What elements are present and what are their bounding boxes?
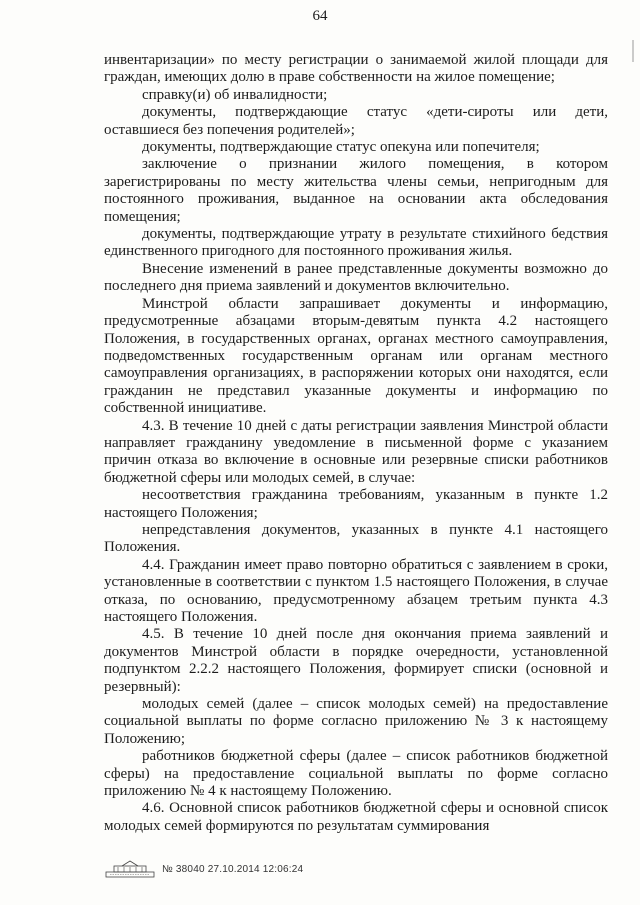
page-number: 64 <box>312 8 328 24</box>
body-paragraph: Минстрой области запрашивает документы и информацию, предусмотренные абзацами вторым-девятым пункта 4.2 настоящего Положения, в государственных органах, органах местного самоуправления, подведомственных государственным органам или органам местного самоуправления организациях, в распоряжении которых они находятся, если гражданин не представил указанные документы и информацию по собственной инициативе. <box>104 295 608 417</box>
document-registration-number: № 38040 27.10.2014 12:06:24 <box>162 863 304 875</box>
body-paragraph: заключение о признании жилого помещения, в котором зарегистрированы по месту жительства члены семьи, непригодным для постоянного проживания, выданное на основании акта обследования помещения; <box>104 156 608 225</box>
body-paragraph: инвентаризации» по месту регистрации о занимаемой жилой площади для граждан, имеющих долю в праве собственности на жилое помещение; <box>104 52 608 86</box>
body-paragraph: Внесение изменений в ранее представленные документы возможно до последнего дня приема заявлений и документов включительно. <box>104 260 608 295</box>
body-paragraph: 4.4. Гражданин имеет право повторно обратиться с заявлением в сроки, установленные в соответствии с пунктом 1.5 настоящего Положения, в случае отказа, по основанию, предусмотренному абзацем третьим пункта 4.3 настоящего Положения. <box>104 556 608 625</box>
footer-stamp <box>104 858 303 880</box>
body-paragraph: работников бюджетной сферы (далее – список работников бюджетной сферы) на предоставление социальной выплаты по форме согласно приложению № 4 к настоящему Положению. <box>104 748 608 800</box>
body-paragraph: документы, подтверждающие статус «дети-сироты или дети, оставшиеся без попечения родителей»; <box>104 104 608 138</box>
scan-edge-mark <box>632 40 634 62</box>
body-paragraph: документы, подтверждающие статус опекуна или попечителя; <box>142 139 540 156</box>
body-paragraph: 4.5. В течение 10 дней после дня окончания приема заявлений и документов Минстрой области в порядке очередности, установленной подпунктом 2.2.2 настоящего Положения, формирует списки (основной и резервный): <box>104 626 608 695</box>
body-paragraph: молодых семей (далее – список молодых семей) на предоставление социальной выплаты по форме согласно приложению № 3 к настоящему Положению; <box>104 696 608 747</box>
body-paragraph: непредставления документов, указанных в пункте 4.1 настоящего Положения. <box>104 521 608 556</box>
body-paragraph: 4.6. Основной список работников бюджетной сферы и основной список молодых семей формируются по результатам суммирования <box>104 800 608 834</box>
body-paragraph: несоответствия гражданина требованиям, указанным в пункте 1.2 настоящего Положения; <box>104 487 608 521</box>
body-paragraph: документы, подтверждающие утрату в результате стихийного бедствия единственного пригодного для постоянного проживания жилья. <box>104 226 608 260</box>
building-emblem-icon <box>104 859 156 879</box>
body-paragraph: 4.3. В течение 10 дней с даты регистрации заявления Минстрой области направляет гражданину уведомление в письменной форме с указанием причин отказа во включение в основные или резервные списки работников бюджетной сферы или молодых семей, в случае: <box>104 417 608 486</box>
document-body <box>104 52 608 835</box>
body-paragraph: справку(и) об инвалидности; <box>142 86 328 103</box>
